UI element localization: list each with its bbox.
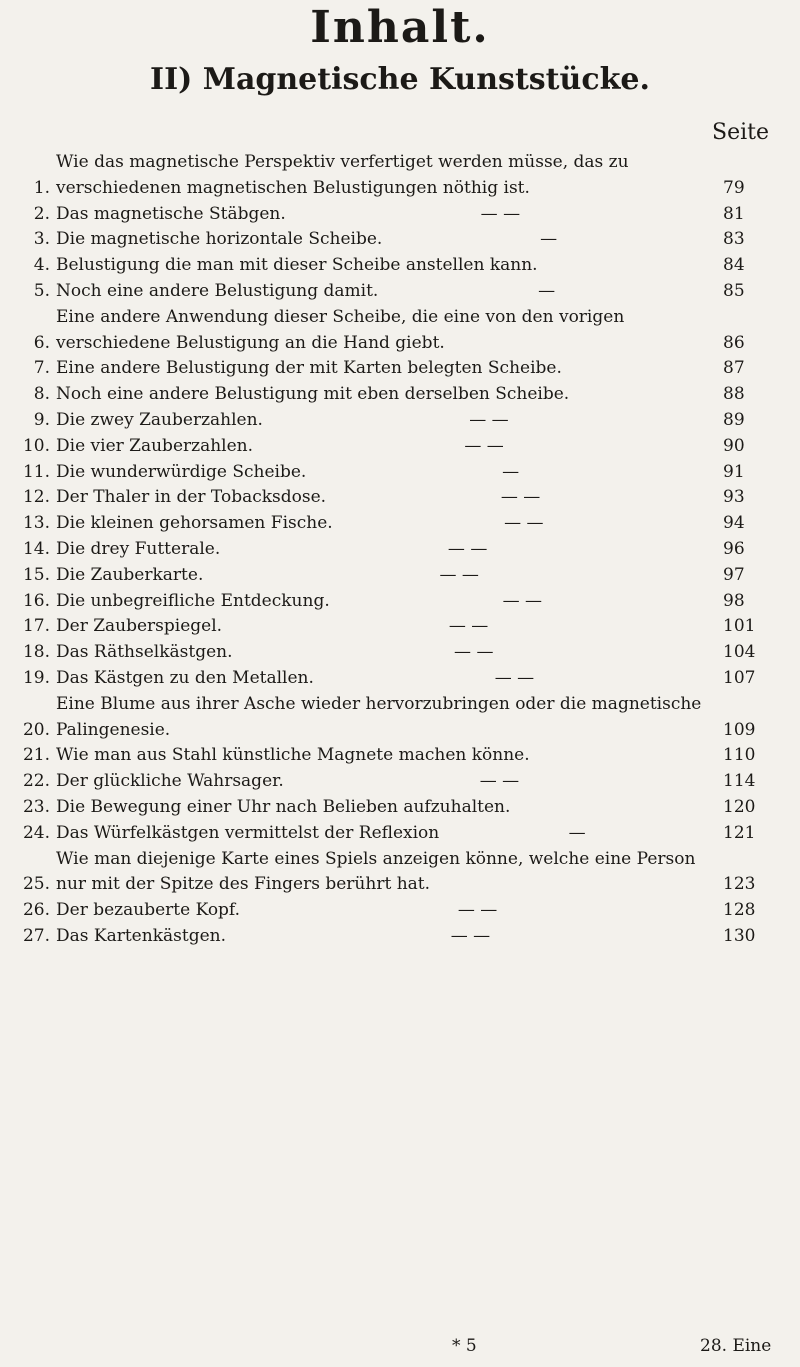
entry-title: Die magnetische horizontale Scheibe. — [56, 229, 383, 250]
toc-entry — [20, 640, 785, 666]
entry-title: Der glückliche Wahrsager. — [56, 771, 284, 792]
toc-entry — [20, 408, 785, 434]
entry-page-number: 107 — [723, 667, 756, 688]
entry-title: Das magnetische Stäbgen. — [56, 203, 286, 224]
toc-entry — [20, 769, 785, 795]
entry-leader: — — — [447, 538, 488, 559]
toc-entry — [20, 666, 785, 692]
entry-number: 4. — [33, 255, 50, 276]
entry-title: Die unbegreifliche Entdeckung. — [56, 590, 330, 611]
entry-page-number: 120 — [723, 796, 756, 817]
entry-title: Die Bewegung einer Uhr nach Belieben aufzuhalten. — [56, 796, 511, 817]
entry-page-number: 81 — [723, 203, 745, 224]
page-footer — [0, 1336, 800, 1360]
entry-page-number: 83 — [723, 229, 745, 250]
catchword: 28. Eine — [700, 1336, 772, 1356]
entry-leader: — — — [454, 642, 494, 663]
entry-number: 20. — [22, 719, 50, 740]
entry-page-number: 89 — [723, 409, 745, 430]
entry-number: 16. — [22, 590, 50, 611]
entry-leader: — — [568, 822, 586, 843]
entry-number: 5. — [33, 280, 50, 301]
toc-entry — [20, 485, 785, 511]
entry-number: 7. — [33, 358, 50, 379]
entry-number: 8. — [33, 384, 50, 405]
entry-leader: — — — [450, 925, 491, 946]
entry-number: 15. — [22, 564, 50, 585]
entry-number: 6. — [33, 332, 50, 353]
entry-title: Die wunderwürdige Scheibe. — [56, 461, 307, 482]
entry-leader: — — — [504, 513, 544, 534]
entry-title: Die Zauberkarte. — [56, 564, 204, 585]
entry-page-number: 88 — [723, 384, 745, 405]
entry-page-number: 91 — [723, 461, 745, 482]
entry-page-number: 84 — [723, 255, 745, 276]
entry-title: Belustigung die man mit dieser Scheibe anstellen kann. — [56, 255, 538, 276]
entry-title: Die vier Zauberzahlen. — [56, 435, 254, 456]
table-of-contents — [20, 150, 785, 950]
entry-leader: — — [538, 280, 556, 301]
entry-page-number: 128 — [723, 900, 756, 921]
toc-entry — [20, 460, 785, 486]
entry-leader: — — — [502, 590, 543, 611]
entry-number: 12. — [22, 487, 50, 508]
entry-page-number: 121 — [723, 822, 756, 843]
entry-number: 11. — [22, 461, 50, 482]
entry-page-number: 85 — [723, 280, 745, 301]
toc-entry — [20, 150, 785, 202]
entry-number: 22. — [22, 771, 50, 792]
entry-title: Die zwey Zauberzahlen. — [56, 409, 263, 430]
toc-entry — [20, 356, 785, 382]
toc-entry — [20, 563, 785, 589]
entry-page-number: 110 — [723, 745, 756, 766]
entry-title: Wie man aus Stahl künstliche Magnete machen könne. — [56, 745, 530, 766]
entry-page-number: 98 — [723, 590, 745, 611]
entry-title: Eine Blume aus ihrer Asche wieder hervorzubringen oder die magnetische Palingenesie. — [56, 693, 702, 740]
entry-title: Das Würfelkästgen vermittelst der Reflexion — [56, 822, 440, 843]
entry-title: Noch eine andere Belustigung mit eben derselben Scheibe. — [56, 384, 570, 405]
entry-number: 19. — [22, 667, 50, 688]
toc-entry — [20, 614, 785, 640]
entry-number: 3. — [33, 229, 50, 250]
entry-leader: — — — [469, 409, 509, 430]
entry-title: Das Räthselkästgen. — [56, 642, 233, 663]
toc-entry — [20, 202, 785, 228]
entry-leader: — — — [480, 203, 521, 224]
entry-number: 25. — [22, 874, 50, 895]
entry-number: 1. — [33, 177, 50, 198]
toc-entry — [20, 305, 785, 357]
entry-title: Die kleinen gehorsamen Fische. — [56, 513, 333, 534]
toc-entry — [20, 847, 785, 899]
entry-leader: — — — [448, 616, 489, 637]
entry-number: 18. — [22, 642, 50, 663]
entry-page-number: 130 — [723, 925, 756, 946]
entry-page-number: 93 — [723, 487, 745, 508]
toc-entry — [20, 795, 785, 821]
entry-number: 9. — [33, 409, 50, 430]
entry-number: 21. — [22, 745, 50, 766]
entry-title: Das Kästgen zu den Metallen. — [56, 667, 314, 688]
toc-entry — [20, 511, 785, 537]
entry-page-number: 109 — [723, 719, 756, 740]
entry-title: Der Zauberspiegel. — [56, 616, 223, 637]
entry-number: 26. — [22, 900, 50, 921]
entry-leader: — — — [439, 564, 479, 585]
entry-number: 14. — [22, 538, 50, 559]
entry-leader: — — — [464, 435, 504, 456]
entry-title: Wie man diejenige Karte eines Spiels anzeigen könne, welche eine Person nur mit der Spitze des Fingers berührt hat. — [56, 848, 696, 895]
entry-number: 23. — [22, 796, 50, 817]
page-title: Inhalt. — [310, 2, 490, 53]
entry-page-number: 90 — [723, 435, 745, 456]
entry-number: 2. — [33, 203, 50, 224]
section-title: II) Magnetische Kunststücke. — [150, 62, 650, 97]
toc-entry — [20, 898, 785, 924]
entry-page-number: 123 — [723, 874, 756, 895]
entry-number: 27. — [22, 925, 50, 946]
entry-page-number: 79 — [723, 177, 745, 198]
entry-leader: — — [540, 229, 558, 250]
toc-entry — [20, 434, 785, 460]
entry-page-number: 97 — [723, 564, 745, 585]
entry-number: 10. — [22, 435, 50, 456]
toc-entry — [20, 692, 785, 744]
entry-leader: — — — [494, 667, 535, 688]
entry-title: Wie das magnetische Perspektiv verfertiget werden müsse, das zu verschiedenen magnetischen Belustigungen nöthig ist. — [56, 152, 629, 198]
entry-page-number: 104 — [723, 642, 756, 663]
toc-entry — [20, 279, 785, 305]
page-column-label: Seite — [712, 120, 769, 145]
entry-title: Eine andere Anwendung dieser Scheibe, die eine von den vorigen verschiedene Belustigung an die Hand giebt. — [56, 306, 625, 353]
entry-leader: — — — [479, 771, 520, 792]
toc-entry — [20, 227, 785, 253]
entry-page-number: 114 — [723, 771, 756, 792]
entry-title: Der Thaler in der Tobacksdose. — [56, 487, 327, 508]
toc-entry — [20, 821, 785, 847]
signature-mark: * 5 — [452, 1336, 477, 1356]
toc-entry — [20, 382, 785, 408]
toc-entry — [20, 537, 785, 563]
entry-title: Der bezauberte Kopf. — [56, 900, 241, 921]
entry-page-number: 96 — [723, 538, 745, 559]
entry-leader: — — — [500, 487, 541, 508]
toc-entry — [20, 924, 785, 950]
entry-title: Das Kartenkästgen. — [56, 925, 226, 946]
entry-leader: — — [502, 461, 520, 482]
entry-page-number: 101 — [723, 616, 756, 637]
entry-page-number: 86 — [723, 332, 745, 353]
toc-entry — [20, 743, 785, 769]
entry-number: 24. — [22, 822, 50, 843]
entry-leader: — — — [457, 900, 498, 921]
entry-title: Die drey Futterale. — [56, 538, 221, 559]
entry-number: 17. — [22, 616, 50, 637]
toc-entry — [20, 253, 785, 279]
toc-entry — [20, 589, 785, 615]
entry-number: 13. — [22, 513, 50, 534]
entry-page-number: 87 — [723, 358, 745, 379]
entry-title: Eine andere Belustigung der mit Karten belegten Scheibe. — [56, 358, 562, 379]
entry-title: Noch eine andere Belustigung damit. — [56, 280, 379, 301]
entry-page-number: 94 — [723, 513, 745, 534]
